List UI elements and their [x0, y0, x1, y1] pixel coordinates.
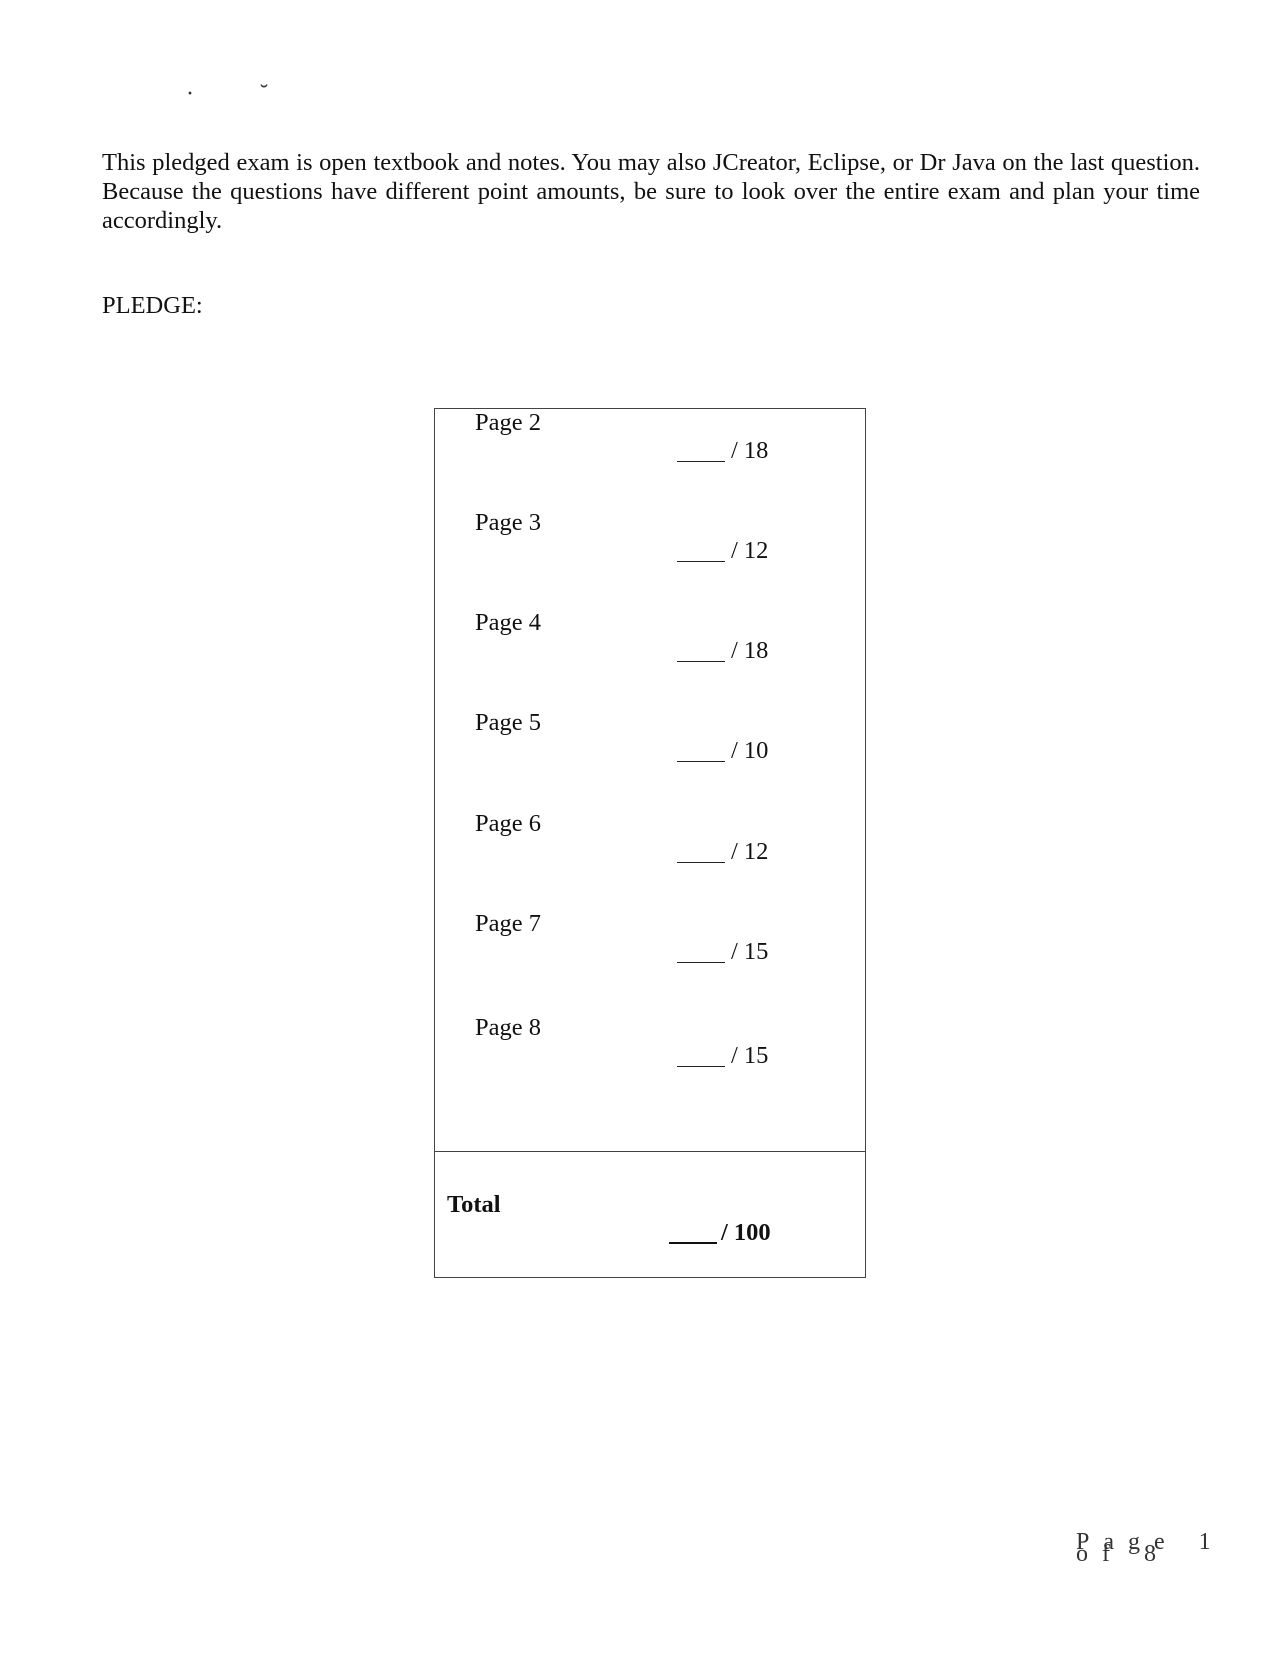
- pledge-label: PLEDGE:: [102, 292, 203, 319]
- score-blank[interactable]: [677, 739, 725, 762]
- row-score: [677, 437, 768, 465]
- total-label: Total: [447, 1191, 501, 1218]
- total-score: [669, 1219, 771, 1247]
- row-max-score: / 12: [731, 838, 769, 865]
- score-row-page-4: [435, 609, 865, 709]
- score-blank[interactable]: [677, 840, 725, 863]
- score-blank[interactable]: [677, 539, 725, 562]
- row-label: Page 7: [475, 910, 541, 937]
- score-row-page-6: [435, 810, 865, 910]
- score-row-page-2: [435, 409, 865, 509]
- row-label: Page 8: [475, 1014, 541, 1041]
- row-score: [677, 637, 768, 665]
- page-number-fragment: Page 1 of 8: [1076, 1529, 1225, 1567]
- score-row-page-3: [435, 509, 865, 609]
- total-max-score: / 100: [721, 1219, 771, 1246]
- score-blank[interactable]: [677, 439, 725, 462]
- row-max-score: / 18: [731, 437, 769, 464]
- row-score: [677, 938, 768, 966]
- score-blank[interactable]: [677, 639, 725, 662]
- row-score: [677, 737, 768, 765]
- row-max-score: / 15: [731, 938, 769, 965]
- row-label: Page 4: [475, 609, 541, 636]
- exam-instructions: This pledged exam is open textbook and notes. You may also JCreator, Eclipse, or Dr Java on the last question. Because the questions have different point amounts, be sure to look over the entire exam and plan your time accordingly.: [102, 149, 1200, 234]
- row-score: [677, 838, 768, 866]
- row-max-score: / 15: [731, 1042, 769, 1069]
- score-rows: [435, 409, 865, 1152]
- row-max-score: / 18: [731, 637, 769, 664]
- header-fragment: · ˘: [186, 81, 298, 107]
- score-row-page-7: [435, 910, 865, 1010]
- row-max-score: / 12: [731, 537, 769, 564]
- total-score-blank[interactable]: [669, 1220, 717, 1244]
- score-blank[interactable]: [677, 1044, 725, 1067]
- score-row-page-8: [435, 1014, 865, 1114]
- row-label: Page 3: [475, 509, 541, 536]
- row-max-score: / 10: [731, 737, 769, 764]
- row-label: Page 6: [475, 810, 541, 837]
- row-label: Page 5: [475, 709, 541, 736]
- score-row-page-5: [435, 709, 865, 809]
- row-score: [677, 1042, 768, 1070]
- score-blank[interactable]: [677, 940, 725, 963]
- score-table: [434, 408, 866, 1278]
- row-score: [677, 537, 768, 565]
- row-label: Page 2: [475, 409, 541, 436]
